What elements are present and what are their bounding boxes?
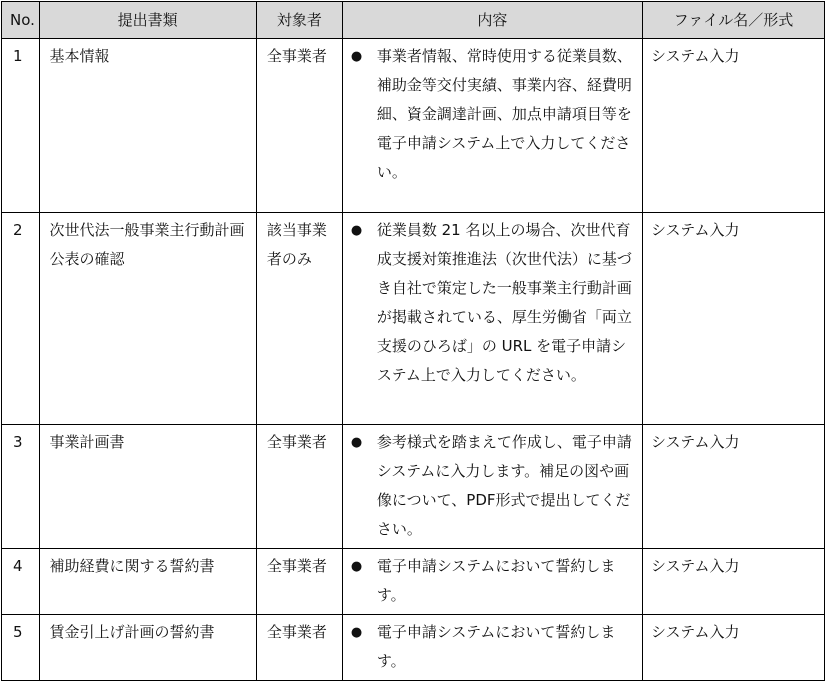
cell-no: 2 [2, 213, 40, 425]
cell-no: 1 [2, 39, 40, 213]
cell-file: システム入力 [642, 615, 824, 681]
cell-content [342, 39, 642, 213]
bullet-icon: ● [350, 49, 363, 64]
bullet-icon: ● [350, 223, 363, 238]
cell-target: 該当事業者のみ [256, 213, 342, 425]
bullet-item [351, 42, 634, 187]
header-document: 提出書類 [39, 2, 256, 39]
submission-documents-table [1, 1, 825, 681]
table-row [2, 549, 825, 615]
cell-document: 基本情報 [39, 39, 256, 213]
cell-file: システム入力 [642, 549, 824, 615]
cell-content [342, 213, 642, 425]
cell-target: 全事業者 [256, 425, 342, 549]
cell-file: システム入力 [642, 213, 824, 425]
bullet-icon: ● [350, 435, 363, 450]
cell-document: 次世代法一般事業主行動計画公表の確認 [39, 213, 256, 425]
cell-file: システム入力 [642, 39, 824, 213]
cell-document: 賃金引上げ計画の誓約書 [39, 615, 256, 681]
content-text: 参考様式を踏まえて作成し、電子申請システムに入力します。補足の図や画像について、PDF形式で提出してください。 [376, 433, 632, 538]
cell-no: 4 [2, 549, 40, 615]
cell-document: 補助経費に関する誓約書 [39, 549, 256, 615]
header-content: 内容 [342, 2, 642, 39]
content-text: 事業者情報、常時使用する従業員数、補助金等交付実績、事業内容、経費明細、資金調達計画、加点申請項目等を電子申請システム上で入力してください。 [376, 47, 632, 181]
bullet-icon: ● [350, 559, 363, 574]
cell-target: 全事業者 [256, 615, 342, 681]
bullet-icon: ● [350, 625, 363, 640]
header-target: 対象者 [256, 2, 342, 39]
cell-content [342, 615, 642, 681]
content-text: 電子申請システムにおいて誓約します。 [376, 623, 616, 670]
content-text: 電子申請システムにおいて誓約します。 [376, 557, 616, 604]
bullet-item [351, 216, 634, 390]
cell-no: 5 [2, 615, 40, 681]
table-row [2, 425, 825, 549]
cell-target: 全事業者 [256, 39, 342, 213]
cell-target: 全事業者 [256, 549, 342, 615]
cell-document: 事業計画書 [39, 425, 256, 549]
table-row [2, 615, 825, 681]
content-text: 従業員数 21 名以上の場合、次世代育成支援対策推進法（次世代法）に基づき自社で策定した一般事業主行動計画が掲載されている、厚生労働省「両立支援のひろば」の URL を電子申請システム上で入力してください。 [376, 221, 632, 384]
table-row [2, 39, 825, 213]
cell-content [342, 549, 642, 615]
table-body [2, 39, 825, 681]
header-file: ファイル名／形式 [642, 2, 824, 39]
bullet-item [351, 552, 634, 610]
table-header [2, 2, 825, 39]
table-row [2, 213, 825, 425]
cell-file: システム入力 [642, 425, 824, 549]
header-no: No. [2, 2, 40, 39]
cell-content [342, 425, 642, 549]
bullet-item [351, 618, 634, 676]
cell-no: 3 [2, 425, 40, 549]
header-row [2, 2, 825, 39]
bullet-item [351, 428, 634, 544]
